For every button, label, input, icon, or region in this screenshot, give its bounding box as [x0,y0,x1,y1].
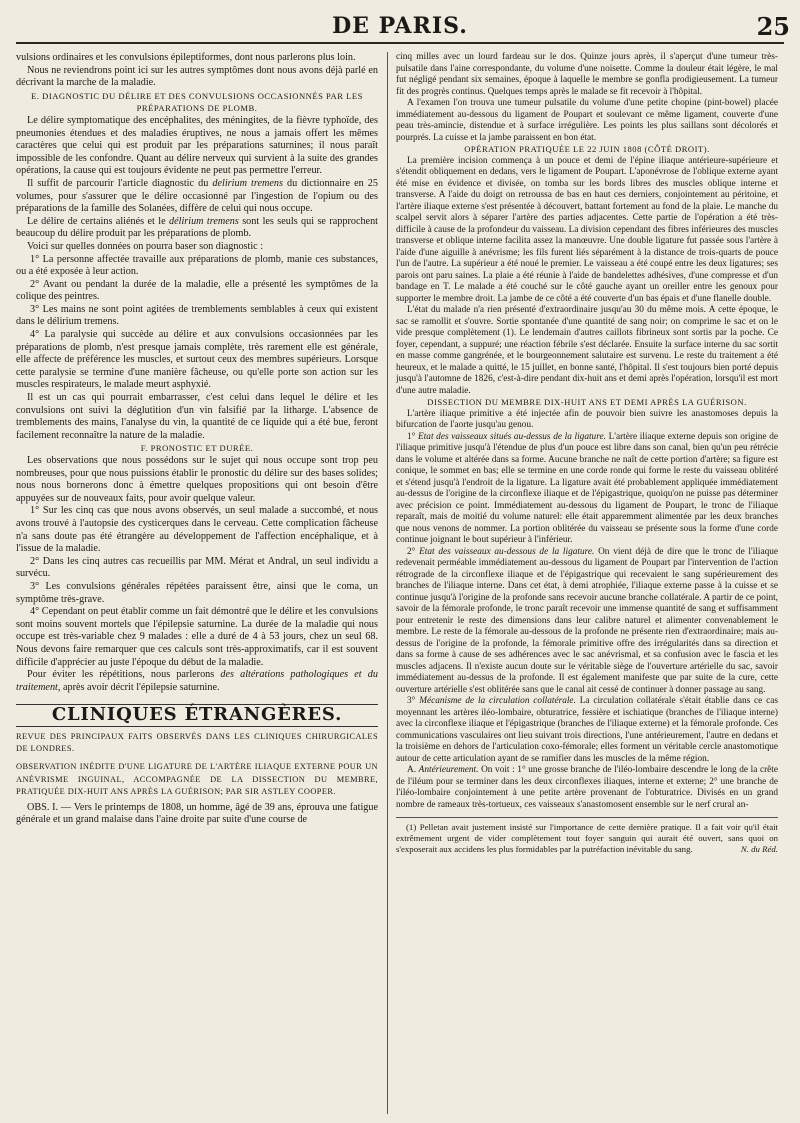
subtitle: REVUE DES PRINCIPAUX FAITS OBSERVÉS DANS LES CLINIQUES CHIRURGICALES DE LONDRES. [16,731,378,754]
paragraph: 2° Etat des vaisseaux au-dessous de la ligature. On vient déjà de dire que le tronc de l'iliaque redevenait perméable immédiatement au-dessous du ligament de Poupart par l'intervention de l'action rétrograde de la circonflexe iliaque et de l'épigastrique qui recevaient le sang supérieurement des branches de l'iliaque interne. Dans cet état, à demi atrophiée, l'iliaque externe passe à la cuisse et se continue jusqu'à l'origine de la profonde sans recevoir aucune branche collatérale. A partir de ce point, savoir de la fémorale profonde, le tronc paraît recevoir une immense quantité de sang et suffisamment pour entretenir le reste des dimensions dans leur calibre naturel et alimenter convenablement le membre. Le reste de la fémorale au-dessous de la profonde ne présente rien d'extraordinaire; mais au-dessus de l'origine de la profonde, la fémorale primitive offre des irrégularités dans sa direction et dans sa forme à cause de ses adhérences avec le sac anévrismal, et sa confusion avec le fascia et les muscles adjacens. Il n'existe aucun doute sur le véritable siège de l'ouverture artérielle du sac, savoir immédiatement au-dessus de la profonde. Il est également manifeste que par suite de la cure, cette ouverture artérielle s'est oblitérée sans que le canal ait cessé de continuer à donner passage au sang. [396,546,778,695]
section-heading: OPÉRATION PRATIQUÉE LE 22 JUIN 1808 (CÔTÉ DROIT). [464,144,710,154]
paragraph: Voici sur quelles données on pourra baser son diagnostic : [27,240,264,252]
paragraph: L'état du malade n'a rien présenté d'extraordinaire jusqu'au 30 du même mois. A cette époque, le sac se ramollit et s'ouvre. Sortie spontanée d'une quantité de sang noir; on comprime le sac et on le vide presque complètement (1). Le lendemain d'autres caillots fibrineux sont sortis par la poche. Ce foyer, cependant, a suppuré; une réaction fébrile s'est déclarée. Ensuite la surface interne du sac sortit en masse comme gangrénée, et le bourgeonnement salutaire est survenu. Le reste du traitement a été heureux, et le malade a quitté, le 15 juillet, en bonne santé, l'hôpital. Il s'est toujours bien porté depuis jusqu'à l'automne de 1826, c'est-à-dire pendant dix-huit ans et demi après l'opération, lorsqu'il est mort d'une autre maladie. [396,305,778,396]
paragraph: Il est un cas qui pourrait embarrasser, c'est celui dans lequel le délire et les convulsions ont suivi la déglutition d'un vin falsifié par la litharge. L'absence de tremblements des mains, l'analyse du vin, la quantité de ce liquide qui a été bue, feront facilement reconnaître la nature de la maladie. [16,392,378,441]
header-rule [16,42,784,44]
paragraph: Les observations que nous possédons sur le sujet qui nous occupe sont trop peu nombreuses, pour que nous puissions établir le pronostic du délire sur des bases solides; nous nous bornerons donc à émettre quelques propositions qui ont besoin d'être appuyées sur de nouveaux faits, pour avoir quelque valeur. [16,455,378,504]
section-heading: DISSECTION DU MEMBRE DIX-HUIT ANS ET DEMI APRÈS LA GUÉRISON. [427,397,747,407]
paragraph: cinq milles avec un lourd fardeau sur le dos. Quinze jours après, il s'aperçut d'une tumeur très-pulsatile dans l'aine correspondante, du volume d'une noisette. Comme la douleur était légère, le mal fut négligé pendant six semaines, époque à laquelle le membre se gonfla prodigieusement. La tumeur fit des progrès continus. Quelques temps après le malade se fit recevoir à l'hôpital. [396,52,778,97]
left-column [16,52,378,1097]
paragraph: 1° Etat des vaisseaux situés au-dessus de la ligature. L'artère iliaque externe depuis son origine de l'iliaque primitive jusqu'à l'étendue de plus d'un pouce est libre dans son canal, bien qu'un peu rétrécie dans le volume et altérée dans sa forme. Aucune branche ne naît de cette portion d'artère; sa figure est conique, le sommet en bas; elle se termine en une corde ronde qui forme le reste du vaisseau oblitéré et s'étend jusqu'à l'endroit de la ligature. La ligature avait été probablement appliquée immédiatement au-dessus de l'origine de la circonflexe iliaque et de l'épigastrique, quoiqu'on ne puisse pas déterminer avec précision ce point. Immédiatement au-dessous du ligament de Poupart, le tronc de l'iliaque reparaît, mais de moitié du volume naturel: elle était apparemment alimentée par les deux branches que nous venons de nommer. La portion oblitérée du vaisseau se présente sous la forme d'une corde continue joignant le bout supérieur à l'inférieur. [396,431,778,545]
list-item: 3° Les mains ne sont point agitées de tremblements semblables à ceux qui existent dans le délirium tremens. [16,303,378,328]
list-item: 4° Cependant on peut établir comme un fait démontré que le délire et les convulsions sont moins souvent mortels que l'épilepsie saturnine. La durée de la maladie qui nous occupe est très-variable chez 9 malades : elle a duré de 4 à 53 jours, chez un seul 68. Nous devons faire remarquer que ces calculs sont très-approximatifs, car il est souvent difficile d'apprécier au juste l'époque du début de la maladie. [16,606,378,668]
column-divider [387,52,388,1114]
paragraph: 3° Mécanisme de la circulation collatérale. La circulation collatérale s'était établie dans ce cas moyennant les artères iléo-lombaire, obturatrice, fessière et ischiatique (branches de l'iliaque interne) avec la circonflexe iliaque et l'épigastrique (branches de l'iliaque externe) et la fémorale profonde. Ces communications vasculaires ont lieu suivant trois directions, l'une antérieurement, l'autre en dedans et la troisième en dehors de l'articulation coxo-fémorale; elles forment un véritable cercle anastomotique autour de cette articulation ayant de se ramifier dans les muscles de la même région. [396,696,778,764]
paragraph: Le délire symptomatique des encéphalites, des méningites, de la fièvre typhoïde, des pneumonies étendues et des maladies éruptives, ne nous a jamais offert les mêmes caractères que celui qui est produit par les préparations saturnines; il nous paraît impossible de les confondre. Quant au délire nerveux qui survient à la suite des grandes opérations, la cause qui est toujours évidente ne peut pas permettre l'erreur. [16,114,378,177]
page-number: 25 [756,12,790,41]
paragraph: Il suffit de parcourir l'article diagnostic du delirium tremens du dictionnaire en 25 volumes, pour s'assurer que le délire occasionné par l'ingestion de l'opium ou des préparations de la famille des Solanées, diffère de celui qui nous occupe. [16,177,378,215]
section-heading: E. DIAGNOSTIC DU DÉLIRE ET DES CONVULSIONS OCCASIONNÉS PAR LES PRÉPARATIONS DE PLOMB. [31,90,363,114]
footnote-signature: N. du Réd. [740,843,778,854]
paragraph: Nous ne reviendrons point ici sur les autres symptômes dont nous avons déjà parlé en décrivant la marche de la maladie. [16,64,378,89]
page-header [0,10,800,46]
right-column [396,52,778,1097]
observation-title: OBSERVATION INÉDITE D'UNE LIGATURE DE L'ARTÈRE ILIAQUE EXTERNE POUR UN ANÉVRISME INGUINAL, ACCOMPAGNÉE DE LA DISSECTION DU MEMBRE, PRATIQUÉE DIX-HUIT ANS APRÈS LA GUÉRISON; PAR SIR ASTLEY COOPER. [16,762,378,797]
list-item: 1° La personne affectée travaille aux préparations de plomb, manie ces substances, ou a été exposée à leur action. [16,253,378,278]
paragraph: L'artère iliaque primitive a été injectée afin de pouvoir bien suivre les anastomoses depuis la bifurcation de l'aorte jusqu'au genou. [396,408,778,430]
running-title: DE PARIS. [332,13,468,39]
paragraph: Pour éviter les répétitions, nous parlerons des altérations pathologiques et du traitement, après avoir décrit l'épilepsie saturnine. [16,669,378,693]
list-item: 2° Avant ou pendant la durée de la maladie, elle a présenté les symptômes de la colique des peintres. [16,278,378,303]
cliniques-title: CLINIQUES ÉTRANGÈRES. [16,704,378,727]
paragraph: vulsions ordinaires et les convulsions épileptiformes, dont nous parlerons plus loin. [16,52,356,63]
paragraph: A. Antérieurement. On voit : 1° une grosse branche de l'iléo-lombaire descendre le long de la crête de l'iléum pour se terminer dans les deux circonflexes iliaques, interne et externe; 2° une branche de l'iléo-lombaire conjointement à une petite artère provenant de l'obturatrice. Divisés en un grand nombre de rameaux très-tortueux, ces vaisseaux s'anastomosent ensemble sur le nerf crural an- [396,765,778,810]
list-item: 4° La paralysie qui succède au délire et aux convulsions occasionnées par les préparations de plomb, n'est presque jamais complète, très rarement elle est générale, elle affecte de préférence les muscles, et surtout ceux des membres supérieurs. Lorsque cette paralysie se termine d'une manière fâcheuse, ou qu'elle porte son action sur les muscles respirateurs, le malade meurt asphyxié. [16,329,378,391]
prognosis-list [16,505,378,669]
list-item: 3° Les convulsions générales répétées paraissent être, ainsi que le coma, un symptôme très-grave. [16,580,378,605]
paragraph: Le délire de certains aliénés et le délirium tremens sont les seuls qui se rapprochent beaucoup du délire produit par les préparations de plomb. [16,215,378,240]
diagnostic-list [16,254,378,393]
list-item: 1° Sur les cinq cas que nous avons observés, un seul malade a succombé, et nous avons trouvé à l'autopsie des cysticerques dans le cerveau. Cette complication fâcheuse n'a sans doute pas été étrangère au développement de l'affection encéphalique, et à l'issue de la maladie. [16,505,378,555]
paragraph: OBS. I. — Vers le printemps de 1808, un homme, âgé de 39 ans, éprouva une fatigue générale et un grand malaise dans l'aine droite par suite d'une course de [16,801,378,826]
section-heading: F. PRONOSTIC ET DURÉE. [140,443,254,454]
paragraph: La première incision commença à un pouce et demi de l'épine iliaque antérieure-supérieure et s'étendit obliquement en dedans, vers le ligament de Poupart. L'aponévrose de l'oblique externe ayant été mise en évidence et divisée, on tomba sur les bords libres des muscles oblique interne et transverse. A l'aide du doigt on retroussa de bas en haut ces derniers, conjointement au péritoine, et l'artère iliaque externe s'est présentée à découvert, battant fortement au fond de la plaie. Le manche du scalpel servit alors à séparer l'artère des parties adjacentes. Cette partie de l'opération a été très-difficile à cause de la profondeur du vaisseau. La division cependant des fibres inférieures des muscles transverse et oblique interne facilita assez la manœuvre. Une double ligature fut passée sous l'artère à l'aide d'une aiguille à anévrisme; les fils furent liés séparément à la distance de trois-quarts de pouce l'un de l'autre. La supérieur a été noué le premier. Le vaisseau a été coupé entre les deux ligatures; ses parois ont paru saines. La plaie a été réunie à l'aide de bandelettes adhésives, d'une compresse et d'un bandage en T. Le malade a été couché sur le côté gauche ayant un oreiller entre les genoux pour supporter le membre droit. La jambe de ce côté a été couverte d'un bas épais et d'une flanelle double. [396,155,778,304]
footnote [396,817,778,854]
paragraph: A l'examen l'on trouva une tumeur pulsatile du volume d'une petite chopine (pint-bowel) placée immédiatement au-dessous du ligament de Poupart et soulevant ce même ligament, couverte d'une peau très-amincie, distendue et à surface irrégulière. Les points les plus saillans sont décolorés et pourprés. La cuisse et la jambe paraissent en bon état. [396,98,778,143]
footnote-text: (1) Pelletan avait justement insisté sur l'importance de cette dernière pratique. Il a fait voir qu'il était extrêmement urgent de vider complètement tout foyer sanguin qui aurait été ouvert, sans quoi on s'exposerait aux accidens les plus formidables par la putréfaction inévitable du sang. N. du Réd. [396,822,778,854]
list-item: 2° Dans les cinq autres cas recueillis par MM. Mérat et Andral, un seul individu a survécu. [16,555,378,580]
